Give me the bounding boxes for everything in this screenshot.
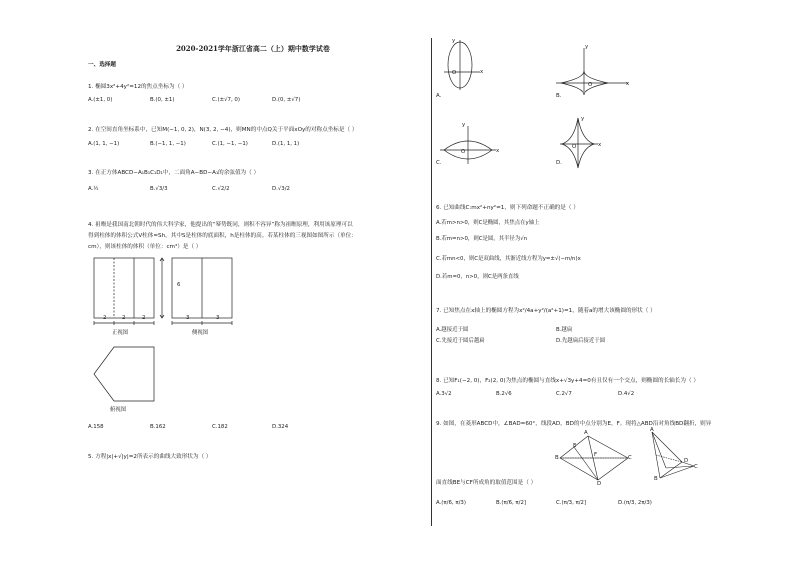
point-c-folded: C: [694, 464, 698, 470]
axis-x-d: x: [598, 142, 602, 148]
axis-y-d: y: [581, 116, 585, 122]
axis-y-b: y: [585, 44, 589, 50]
q6-option-c[interactable]: C.若mn<0，则C是双曲线，其渐近线方程为y=±√(−m/n)x: [436, 256, 581, 262]
q5-stem: 5. 方程|x|+√|y|=2所表示的曲线大致形状为（ ）: [88, 454, 212, 460]
point-c: C: [628, 455, 632, 461]
q1-option-c[interactable]: C.(±√7, 0): [212, 97, 240, 103]
q3-option-c[interactable]: C.√2/2: [212, 186, 230, 192]
q4-option-d[interactable]: D.324: [272, 424, 289, 430]
axis-o-d: O: [572, 144, 577, 150]
axis-o-b: O: [588, 82, 593, 88]
q2-option-a[interactable]: A.(1, 1, −1): [88, 141, 120, 147]
q3-stem: 3. 在正方体ABCD−A₁B₁C₁D₁中，二面角A−BD−A₁的余弦值为（ ）: [88, 170, 260, 176]
q5-curves: [436, 38, 636, 178]
front-dim-1: 2: [103, 315, 107, 321]
axis-o-c: O: [461, 149, 466, 155]
point-a-folded: A: [650, 427, 654, 433]
folded-rhombus: [652, 432, 694, 478]
point-d-folded: D: [684, 458, 689, 464]
q9-option-b[interactable]: B.(π/6, π/2]: [496, 500, 527, 506]
q7-option-d[interactable]: D.先越扁后接近于圆: [556, 338, 605, 344]
q2-option-c[interactable]: C.(1, −1, −1): [212, 141, 248, 147]
q3-option-b[interactable]: B.√3/3: [150, 186, 168, 192]
q2-option-d[interactable]: D.(1, 1, 1): [272, 141, 300, 147]
q6-option-a[interactable]: A.若m>n>0，则C是椭圆，其焦点在y轴上: [436, 220, 540, 226]
q2-option-b[interactable]: B.(−1, 1, −1): [150, 141, 186, 147]
axis-x-a: x: [480, 69, 484, 75]
front-view-label: 正视图: [112, 330, 129, 336]
q4-option-b[interactable]: B.162: [150, 424, 166, 430]
point-b-folded: B: [654, 476, 658, 482]
q8-option-a[interactable]: A.3√2: [436, 391, 452, 397]
page-title: 2020-2021学年浙江省高二（上）期中数学试卷: [176, 44, 330, 53]
point-a: A: [584, 430, 588, 436]
point-d: D: [597, 481, 602, 487]
side-view-label: 侧视图: [192, 330, 209, 336]
q4-option-c[interactable]: C.182: [212, 424, 228, 430]
q4-stem-line1: 4. 祖暅是我国南北朝时代的伟大科学家，他提出的“幂势既同，则积不容异”称为祖暅原理，利用该原理可以: [88, 222, 353, 228]
axis-o-a: O: [452, 70, 457, 76]
axis-y-c: y: [462, 122, 466, 128]
axis-y-a: y: [452, 38, 456, 44]
q2-stem: 2. 在空间直角坐标系中，已知M(−1, 0, 2)，N(3, 2, −4)，则MN的中点Q关于平面xOy的对称点坐标是（ ）: [88, 127, 358, 133]
q6-option-d[interactable]: D.若m=0，n>0，则C是两条直线: [436, 274, 519, 280]
axis-x-c: x: [496, 148, 500, 154]
q7-stem: 7. 已知焦点在x轴上的椭圆方程为x²/4a+y²/(a²+1)=1，随着a的增大该椭圆的形状（ ）: [436, 308, 656, 314]
q9-option-a[interactable]: A.(π/6, π/3): [436, 500, 466, 506]
q4-stem-line3: cm），则该柱体的体积（单位：cm³）是（ ）: [88, 244, 202, 250]
q9-option-c[interactable]: C.(π/3, π/2]: [556, 500, 587, 506]
q6-option-b[interactable]: B.若m=n>0，则C是圆，其半径为√n: [436, 236, 528, 242]
q9-stem-line2: 面直线BE与CF所成角的取值范围是（ ）: [436, 480, 537, 486]
point-f: F: [594, 452, 598, 458]
q9-stem-line1: 9. 如图，在菱形ABCD中，∠BAD=60°，线段AD，BD的中点分别为E，F。现将△ABD沿对角线BD翻折，则异: [436, 421, 712, 427]
side-view: [172, 258, 232, 325]
curve-option-d: [560, 118, 598, 168]
front-dim-3: 2: [142, 315, 146, 321]
column-divider: [431, 38, 432, 526]
front-dim-2: 2: [122, 315, 126, 321]
q6-stem: 6. 已知曲线C:mx²+ny²=1，则下列命题不正确的是（ ）: [436, 205, 579, 211]
axis-x-b: x: [626, 81, 630, 87]
q8-option-d[interactable]: D.4√2: [618, 391, 635, 397]
q8-option-c[interactable]: C.2√7: [556, 391, 572, 397]
section-heading: 一、选择题: [88, 62, 116, 68]
q4-stem-line2: 得到柱体的体积公式V柱体=Sh，其中S是柱体的底面积，h是柱体的高。若某柱体的三视图如图所示（单位：: [88, 233, 357, 239]
top-view: [94, 347, 154, 401]
q5-option-a[interactable]: A.: [436, 93, 442, 99]
q4-option-a[interactable]: A.158: [88, 424, 104, 430]
q1-option-d[interactable]: D.(0, ±√7): [272, 97, 301, 103]
q5-option-b[interactable]: B.: [556, 93, 562, 99]
q8-option-b[interactable]: B.2√6: [496, 391, 512, 397]
point-e: E: [573, 443, 577, 449]
q1-stem: 1. 椭圆3x²+4y²=12的焦点坐标为（ ）: [88, 84, 188, 90]
height-dim: 6: [177, 282, 181, 288]
q1-option-a[interactable]: A.(±1, 0): [88, 97, 113, 103]
side-dim-1: 3: [186, 315, 190, 321]
side-dim-2: 3: [216, 315, 220, 321]
q7-option-a[interactable]: A.越接近于圆: [436, 327, 469, 333]
q7-option-c[interactable]: C.先接近于圆后越扁: [436, 338, 485, 344]
q7-option-b[interactable]: B.越扁: [556, 327, 573, 333]
q9-option-d[interactable]: D.(π/3, 2π/3): [618, 500, 652, 506]
curve-option-a: [444, 40, 480, 90]
q5-option-c[interactable]: C.: [436, 160, 442, 166]
point-b: B: [555, 455, 559, 461]
top-view-label: 俯视图: [110, 407, 127, 413]
curve-option-c: [440, 126, 496, 164]
q8-stem: 8. 已知F₁(−2, 0)，F₂(2, 0)为焦点的椭圆与直线x+√3y+4=0有且仅有一个交点，则椭圆的长轴长为（ ）: [436, 378, 699, 384]
q3-option-a[interactable]: A.½: [88, 186, 99, 192]
q1-option-b[interactable]: B.(0, ±1): [150, 97, 175, 103]
q3-option-d[interactable]: D.√3/2: [272, 186, 290, 192]
q5-option-d[interactable]: D.: [556, 160, 562, 166]
flat-rhombus: [560, 436, 628, 480]
rhombus-figure: [556, 428, 716, 488]
